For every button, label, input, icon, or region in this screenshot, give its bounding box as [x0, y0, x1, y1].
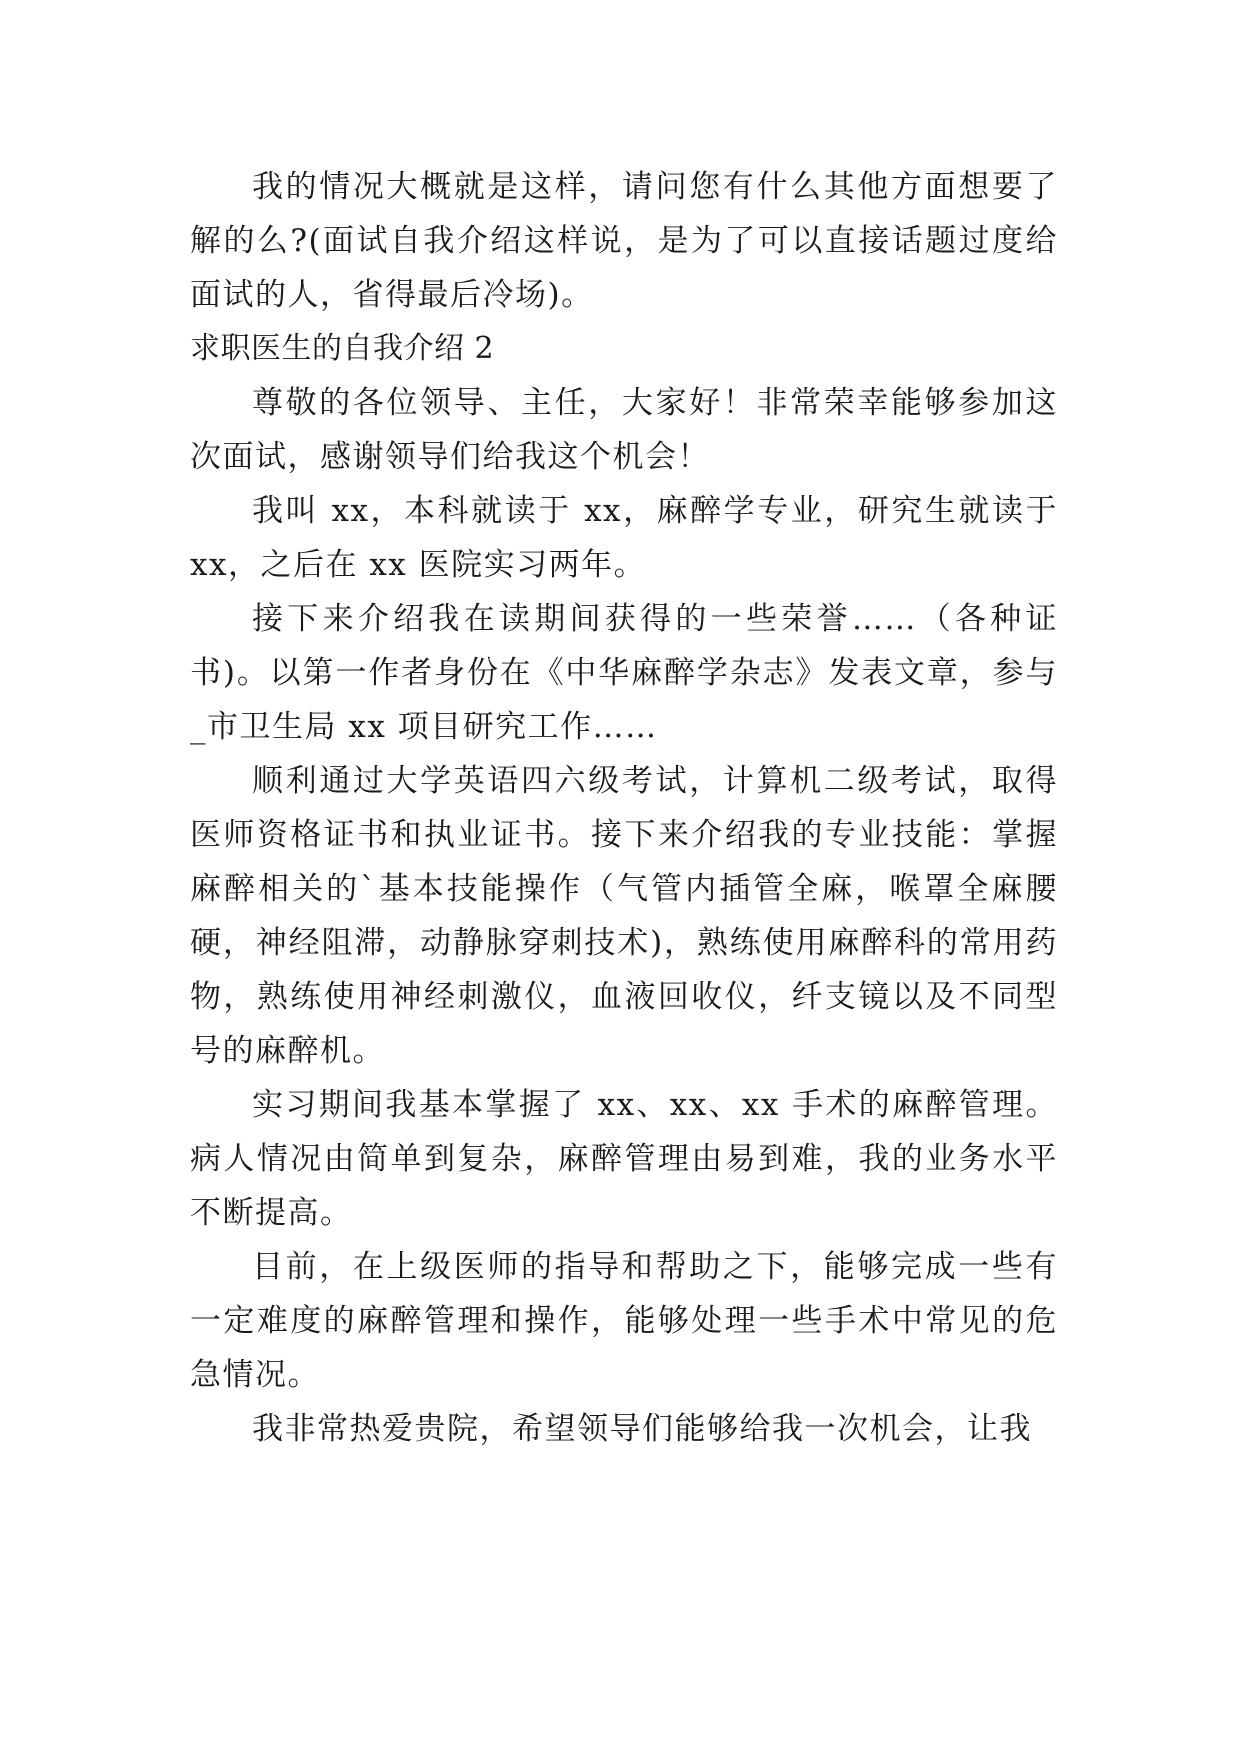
document-body — [190, 160, 1058, 1456]
paragraph-closing: 我非常热爱贵院，希望领导们能够给我一次机会，让我 — [252, 1411, 1032, 1447]
paragraph-greeting: 尊敬的各位领导、主任，大家好！非常荣幸能够参加这次面试，感谢领导们给我这个机会！ — [190, 385, 1058, 475]
section-heading: 求职医生的自我介绍 2 — [190, 331, 495, 366]
paragraph-internship: 实习期间我基本掌握了 xx、xx、xx 手术的麻醉管理。病人情况由简单到复杂，麻醉管理由易到难，我的业务水平不断提高。 — [190, 1087, 1058, 1231]
paragraph-closing-question: 我的情况大概就是这样，请问您有什么其他方面想要了解的么?(面试自我介绍这样说，是为了可以直接话题过度给面试的人，省得最后冷场)。 — [190, 169, 1058, 313]
paragraph-current-ability: 目前，在上级医师的指导和帮助之下，能够完成一些有一定难度的麻醉管理和操作，能够处理一些手术中常见的危急情况。 — [190, 1249, 1058, 1393]
paragraph-honors: 接下来介绍我在读期间获得的一些荣誉……（各种证书)。以第一作者身份在《中华麻醉学杂志》发表文章，参与_市卫生局 xx 项目研究工作…… — [190, 601, 1058, 745]
paragraph-education: 我叫 xx，本科就读于 xx，麻醉学专业，研究生就读于 xx，之后在 xx 医院实习两年。 — [190, 493, 1058, 583]
paragraph-skills: 顺利通过大学英语四六级考试，计算机二级考试，取得医师资格证书和执业证书。接下来介绍我的专业技能：掌握麻醉相关的`基本技能操作（气管内插管全麻，喉罩全麻腰硬，神经阻滞，动静脉穿刺技术)，熟练使用麻醉科的常用药物，熟练使用神经刺激仪，血液回收仪，纤支镜以及不同型号的麻醉机。 — [190, 763, 1058, 1069]
